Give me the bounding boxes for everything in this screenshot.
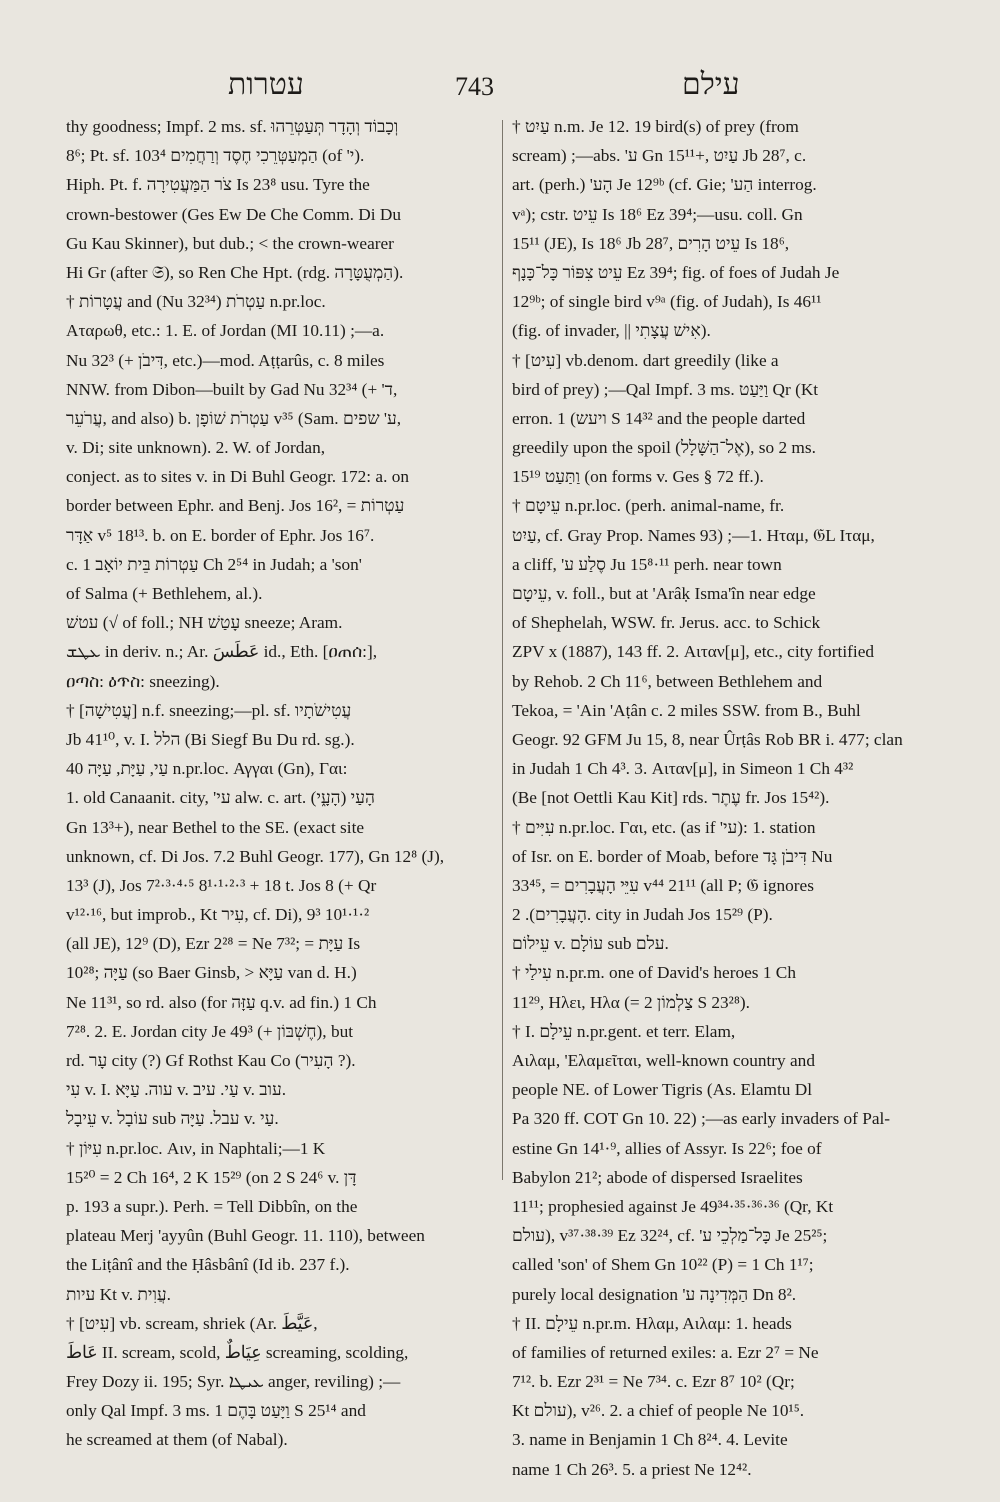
text-line: a cliff, 'סֶלַע ע Ju 15⁸·¹¹ perh. near town [512, 554, 782, 574]
text-line: v. Di; site unknown). 2. W. of Jordan, [66, 438, 326, 458]
text-line: ZPV x (1887), 143 ff. 2. Αιταν[μ], etc., city fortified [512, 642, 875, 662]
text-line: vᵃ); cstr. עֵיט Is 18⁶ Ez 39⁴;—usu. coll. Gn [512, 204, 803, 224]
running-header [60, 62, 940, 112]
text-line: ዐጣስ: ዕጥስ: sneezing). [66, 671, 220, 691]
text-line: Αταρωθ, etc.: 1. E. of Jordan (MI 10.11) ;—a. [66, 321, 385, 341]
text-line: Gu Kau Skinner), but dub.; < the crown-wearer [66, 233, 394, 253]
text-line: of Isr. on E. border of Moab, before דִּיבֹן גָּד Nu [512, 846, 833, 866]
text-line: עֲרֹעֵר, and also) b. עַטְרֹת שׁוֹפָן v³⁵ (Sam. ע' שפים, [66, 408, 402, 428]
text-line: Pa 320 ff. COT Gn 10. 22) ;—as early invaders of Pal- [512, 1109, 891, 1129]
text-line: 7¹². b. Ezr 2³¹ = Ne 7³⁴. c. Ezr 8⁷ 10² (Qr; [512, 1372, 795, 1392]
text-line: עולם), v³⁷·³⁸·³⁹ Ez 32²⁴, cf. 'כָּל־מַלְכֵי ע Je 25²⁵; [512, 1226, 828, 1246]
text-line: bird of prey) ;—Qal Impf. 3 ms. וַיַּעַט Qr (Kt [512, 379, 819, 399]
text-line: עִי v. I. עוה. עַיָּא v. עַי. עיב v. עוב. [66, 1080, 287, 1100]
text-line: 33⁴⁵, = עִיֵּי הָעֲבָרִים v⁴⁴ 21¹¹ (all P; 𝔊 ignores [512, 875, 814, 895]
text-line: in Judah 1 Ch 4³. 3. Αιταν[μ], in Simeon 1 Ch 4³² [512, 759, 854, 779]
text-line: אַדָּר v⁵ 18¹³. b. on E. border of Ephr. Jos 16⁷. [66, 525, 375, 545]
text-line: Jb 41¹⁰, v. I. הלל (Bi Siegf Bu Du rd. sg.). [66, 729, 355, 749]
right-running-headword: עילם [682, 68, 740, 101]
text-line: Ne 11³¹, so rd. also (for עַזָּה q.v. ad fin.) 1 Ch [66, 992, 377, 1012]
text-line: by Rehob. 2 Ch 11⁶, between Bethlehem and [512, 671, 823, 691]
text-line: (Be [not Oettli Kau Kit] rds. עֶתֶר fr. Jos 15⁴²). [512, 788, 830, 808]
text-line: 15²⁰ = 2 Ch 16⁴, 2 K 15²⁹ (on 2 S 24⁶ v. דָּן [66, 1167, 357, 1187]
text-line: scream) ;—abs. 'ע Gn 15¹¹+, עַיִט Jb 28⁷, c. [512, 146, 807, 166]
text-line: v¹²·¹⁶, but improb., Kt עִיר, cf. Di), 9³ 10¹·¹·² [66, 905, 370, 925]
text-line: people NE. of Lower Tigris (As. Elamtu Dl [512, 1080, 812, 1100]
text-line: † I. עֵילָם n.pr.gent. et terr. Elam, [512, 1021, 736, 1041]
text-line: † [עִיט] vb.denom. dart greedily (like a [512, 350, 779, 370]
text-line: עַיִט, cf. Gray Prop. Names 93) ;—1. Ηταμ, 𝔊L Ιταμ, [512, 525, 875, 545]
text-line: † עִיּוֹן n.pr.loc. Αιν, in Naphtali;—1 K [66, 1138, 326, 1158]
text-line: † II. עֵילָם n.pr.m. Ηλαμ, Αιλαμ: 1. heads [512, 1313, 792, 1333]
text-line: 7²⁸. 2. E. Jordan city Je 49³ (+ חֶשְׁבּוֹן), but [66, 1021, 354, 1041]
text-line: Hi Gr (after 𝔖), so Ren Che Hpt. (rdg. הַמְעֻטָּרָה). [66, 262, 404, 282]
text-line: NNW. from Dibon—built by Gad Nu 32³⁴ (+ 'ד, [66, 379, 398, 399]
text-line: עֵילוֹם v. עוֹלָם sub עלם. [512, 934, 669, 954]
text-line: art. (perh.) 'הָע Je 12⁹ᵇ (cf. Gie; 'הַע interrog. [512, 175, 817, 195]
text-line: † [עִיט] vb. scream, shriek (Ar. عَيَّطَ, [66, 1313, 318, 1333]
text-line: † עִיִּים n.pr.loc. Γαι, etc. (as if 'עי): 1. station [512, 817, 816, 837]
text-line: thy goodness; Impf. 2 ms. sf. וְכָבוֹד וְהָדָר תְּעַטְּרֵהוּ [66, 117, 399, 136]
text-line: 3. name in Benjamin 1 Ch 8²⁴. 4. Levite [512, 1430, 788, 1450]
text-line: greedily upon the spoil (אֶל־הַשָּׁלָל), so 2 ms. [512, 438, 816, 458]
text-line: estine Gn 14¹·⁹, allies of Assyr. Is 22⁶; foe of [512, 1138, 822, 1158]
text-line: 1. old Canaanit. city, 'עי alw. c. art. הָעַי (הָעָ֑י) [66, 788, 375, 808]
text-line: purely local designation 'הַמְּדִינָה ע Dn 8². [512, 1284, 797, 1304]
text-line: Frey Dozy ii. 195; Syr. ܥܝܛܐ anger, reviling) ;— [66, 1372, 401, 1392]
text-line: 10²⁸; עַיָּה (so Baer Ginsb, > עַיָּא van d. H.) [66, 963, 357, 983]
text-line: Αιλαμ, 'Ελαμεῖται, well-known country and [512, 1051, 815, 1070]
text-line: the Liṭânî and the Ḥâsbânî (Id ib. 237 f.). [66, 1255, 350, 1275]
text-line: border between Ephr. and Benj. Jos 16², = עַטְרוֹת [66, 496, 405, 516]
text-line: 12⁹ᵇ; of single bird v⁹ᵃ (fig. of Judah), Is 46¹¹ [512, 292, 822, 312]
text-line: 11¹¹; prophesied against Je 49³⁴·³⁵·³⁶·³⁶ (Qr, Kt [512, 1196, 834, 1216]
text-line: plateau Merj 'ayyûn (Buhl Geogr. 11. 110), between [66, 1226, 425, 1246]
text-line: rd. עָר city (?) Gf Rothst Kau Co (הָעִיר ?). [66, 1051, 356, 1070]
text-line: † עֲטָרוֹת and (Nu 32³⁴) עַטְרֹת n.pr.loc. [66, 292, 326, 312]
text-line: Gn 13³+), near Bethel to the SE. (exact site [66, 817, 365, 837]
text-line: called 'son' of Shem Gn 10²² (P) = 1 Ch 1¹⁷; [512, 1255, 814, 1275]
text-line: of families of returned exiles: a. Ezr 2⁷ = Ne [512, 1342, 819, 1362]
text-line: † עִילַי n.pr.m. one of David's heroes 1 Ch [512, 963, 796, 983]
text-line: עֵיבָל v. עוֹבָל sub עבל. עַיָּה v. עַי. [66, 1109, 279, 1129]
text-line: Babylon 21²; abode of dispersed Israelites [512, 1167, 803, 1187]
text-line: עטשׁ (√ of foll.; NH עָטַשׁ sneeze; Aram. [66, 613, 343, 633]
text-line: 13³ (J), Jos 7²·³·⁴·⁵ 8¹·¹·²·³ + 18 t. Jos 8 (+ Qr [66, 875, 377, 895]
page-number: 743 [455, 72, 494, 101]
text-line: † עַיִט n.m. Je 12. 19 bird(s) of prey (from [512, 117, 799, 136]
text-line: c. עַטְרוֹת בֵּית יוֹאָב 1 Ch 2⁵⁴ in Judah; a 'son' [66, 554, 362, 574]
text-line: (all JE), 12⁹ (D), Ezr 2²⁸ = Ne 7³²; = עַיָּת Is [66, 934, 361, 954]
text-line: conject. as to sites v. in Di Buhl Geogr. 172: a. on [66, 467, 410, 487]
left-column [66, 112, 496, 1450]
text-line: Tekoa, = 'Ain 'Aṭân c. 2 miles SSW. from B., Buhl [512, 700, 861, 720]
text-line: עֵיט צִפּוֹר כָּל־כָּנָף Ez 39⁴; fig. of foes of Judah Je [512, 262, 840, 282]
text-line: Hiph. Pt. f. צֹר הַמַּעֲטִירָה Is 23⁸ usu. Tyre the [66, 175, 370, 195]
text-line: name 1 Ch 26³. 5. a priest Ne 12⁴². [512, 1459, 752, 1479]
text-line: he screamed at them (of Nabal). [66, 1430, 288, 1450]
text-line: וַתַּעַט 15¹⁹ (on forms v. Ges § 72 ff.). [512, 467, 764, 487]
text-line: Kt עולם), v²⁶. 2. a chief of people Ne 10¹⁵. [512, 1401, 805, 1421]
text-line: 15¹¹ (JE), Is 18⁶ Jb 28⁷, עֵיט הָרִים Is 18⁶, [512, 233, 790, 253]
text-line: † [עֲטִישָׁה] n.f. sneezing;—pl. sf. עֲטִישֹׁתָיו [66, 700, 352, 720]
text-line: † עֵיטָם n.pr.loc. (perh. animal-name, fr. [512, 496, 785, 516]
text-line: (fig. of invader, || אִישׁ עֲצָתִי). [512, 321, 711, 341]
text-line: עיות Kt v. עֲוִית. [66, 1284, 171, 1304]
text-line: 11²⁹, Ηλει, Ηλα (= צַלְמוֹן 2 S 23²⁸). [512, 992, 750, 1012]
text-line: ܥܛܫ in deriv. n.; Ar. عَطَسَ id., Eth. [ዐጠሰ:], [66, 642, 378, 662]
text-line: Geogr. 92 GFM Ju 15, 8, near Ûrṭâs Rob BR i. 477; clan [512, 729, 903, 749]
right-column [512, 112, 918, 1479]
text-line: of Salma (+ Bethlehem, al.). [66, 584, 263, 603]
text-line: p. 193 a supr.). Perh. = Tell Dibbîn, on the [66, 1196, 358, 1216]
text-line: Nu 32³ (+ דִּיבֹן, etc.)—mod. Aṭṭarûs, c. 8 miles [66, 350, 385, 370]
column-divider [502, 120, 503, 1180]
text-line: הָעֲבָרִים). 2. city in Judah Jos 15²⁹ (P). [512, 905, 773, 925]
text-line: erron. ויעש) 1 S 14³² and the people darted [512, 408, 806, 428]
text-line: عَاطَ II. scream, scold, عِيَاطٌ screaming, scolding, [66, 1342, 409, 1362]
text-line: only Qal Impf. 3 ms. וַיָּעַט בָּהֶם 1 S 25¹⁴ and [66, 1401, 366, 1421]
text-line: 8⁶; Pt. sf. הַמְעַטְּרֵכִי חֶסֶד וְרַחֲמִים 103⁴ (of 'י). [66, 146, 365, 166]
text-line: עַי, עַיָּת, עַיָּה 40 n.pr.loc. Αγγαι (Gn), Γαι: [66, 759, 348, 779]
text-line: crown-bestower (Ges Ew De Che Comm. Di Du [66, 204, 401, 224]
text-line: of Shephelah, WSW. fr. Jerus. acc. to Schick [512, 613, 821, 633]
text-line: עֵיטָם, v. foll., but at 'Arâḳ Isma'în near edge [512, 584, 816, 603]
text-line: unknown, cf. Di Jos. 7.2 Buhl Geogr. 177), Gn 12⁸ (J), [66, 846, 445, 866]
left-running-headword: עטרות [228, 68, 304, 101]
